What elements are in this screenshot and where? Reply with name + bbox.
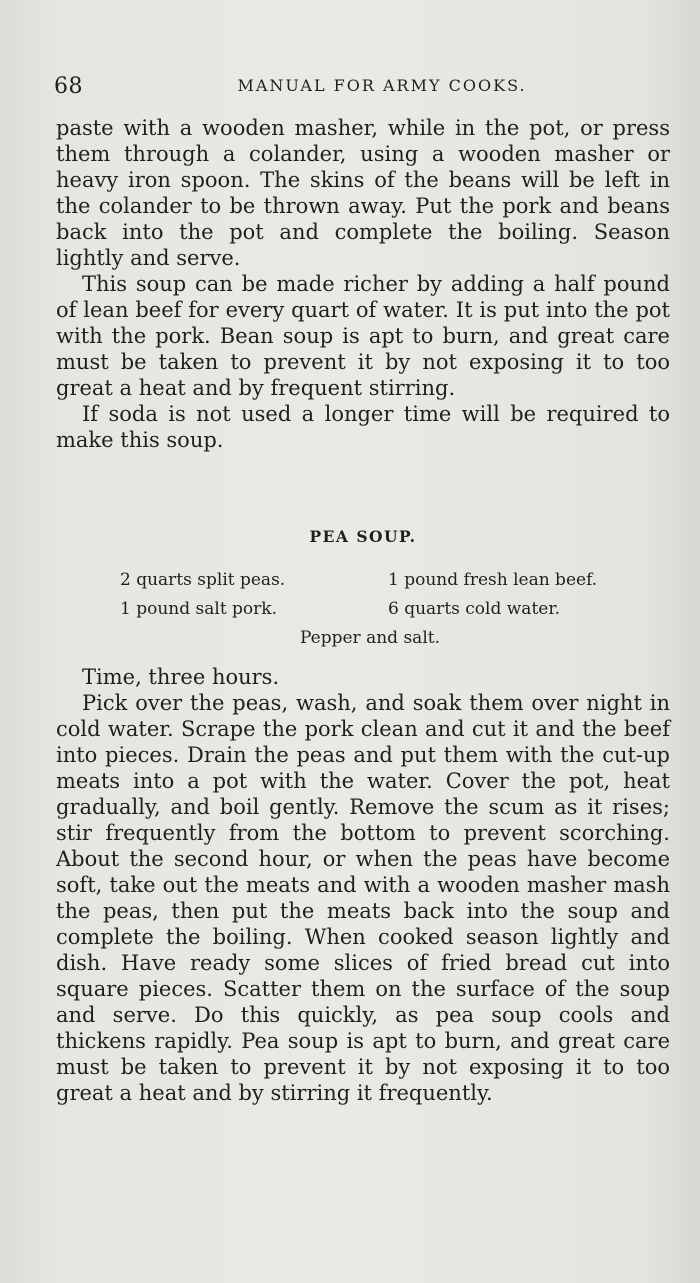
continuation-text	[56, 115, 670, 453]
page-header	[54, 70, 670, 100]
paragraph: Pick over the peas, wash, and soak them over night in cold water. Scrape the pork clean and cut it and the beef into pieces. Drain the peas and put them with the cut-up meats into a pot with the water. Cover the pot, heat gradually, and boil gently. Remove the scum as it rises; stir frequently from the bottom to prevent scorching. About the second hour, or when the peas have become soft, take out the meats and with a wooden masher mash the peas, then put the meats back into the soup and complete the boiling. When cooked season lightly and dish. Have ready some slices of fried bread cut into square pieces. Scatter them on the surface of the soup and serve. Do this quickly, as pea soup cools and thickens rapidly. Pea soup is apt to burn, and great care must be taken to prevent it by not exposing it to too great a heat and by stirring it frequently.	[56, 691, 670, 1105]
paragraph: If soda is not used a longer time will be required to make this soup.	[56, 402, 670, 452]
paragraph: Time, three hours.	[82, 665, 280, 689]
ingredient-item: 1 pound fresh lean beef.	[388, 570, 598, 590]
recipe-text	[56, 664, 670, 1106]
ingredient-item: 1 pound salt pork.	[120, 599, 278, 619]
ingredient-footer: Pepper and salt.	[300, 628, 440, 648]
recipe-title: PEA SOUP.	[309, 527, 417, 546]
ingredient-row	[56, 595, 670, 624]
ingredient-item: 6 quarts cold water.	[388, 599, 560, 619]
paragraph: This soup can be made richer by adding a half pound of lean beef for every quart of water. It is put into the pot with the pork. Bean soup is apt to burn, and great care must be taken to prevent it by not exposing it to too great a heat and by frequent stirring.	[56, 272, 670, 400]
ingredient-list	[56, 566, 670, 653]
running-title: MANUAL FOR ARMY COOKS.	[237, 76, 527, 95]
page-number: 68	[54, 74, 83, 99]
ingredient-item: 2 quarts split peas.	[120, 570, 286, 590]
ingredient-row	[56, 566, 670, 595]
paragraph: paste with a wooden masher, while in the pot, or press them through a colander, using a wooden masher or heavy iron spoon. The skins of the beans will be left in the colander to be thrown away. Put the pork and beans back into the pot and complete the boiling. Season lightly and serve.	[56, 116, 670, 270]
